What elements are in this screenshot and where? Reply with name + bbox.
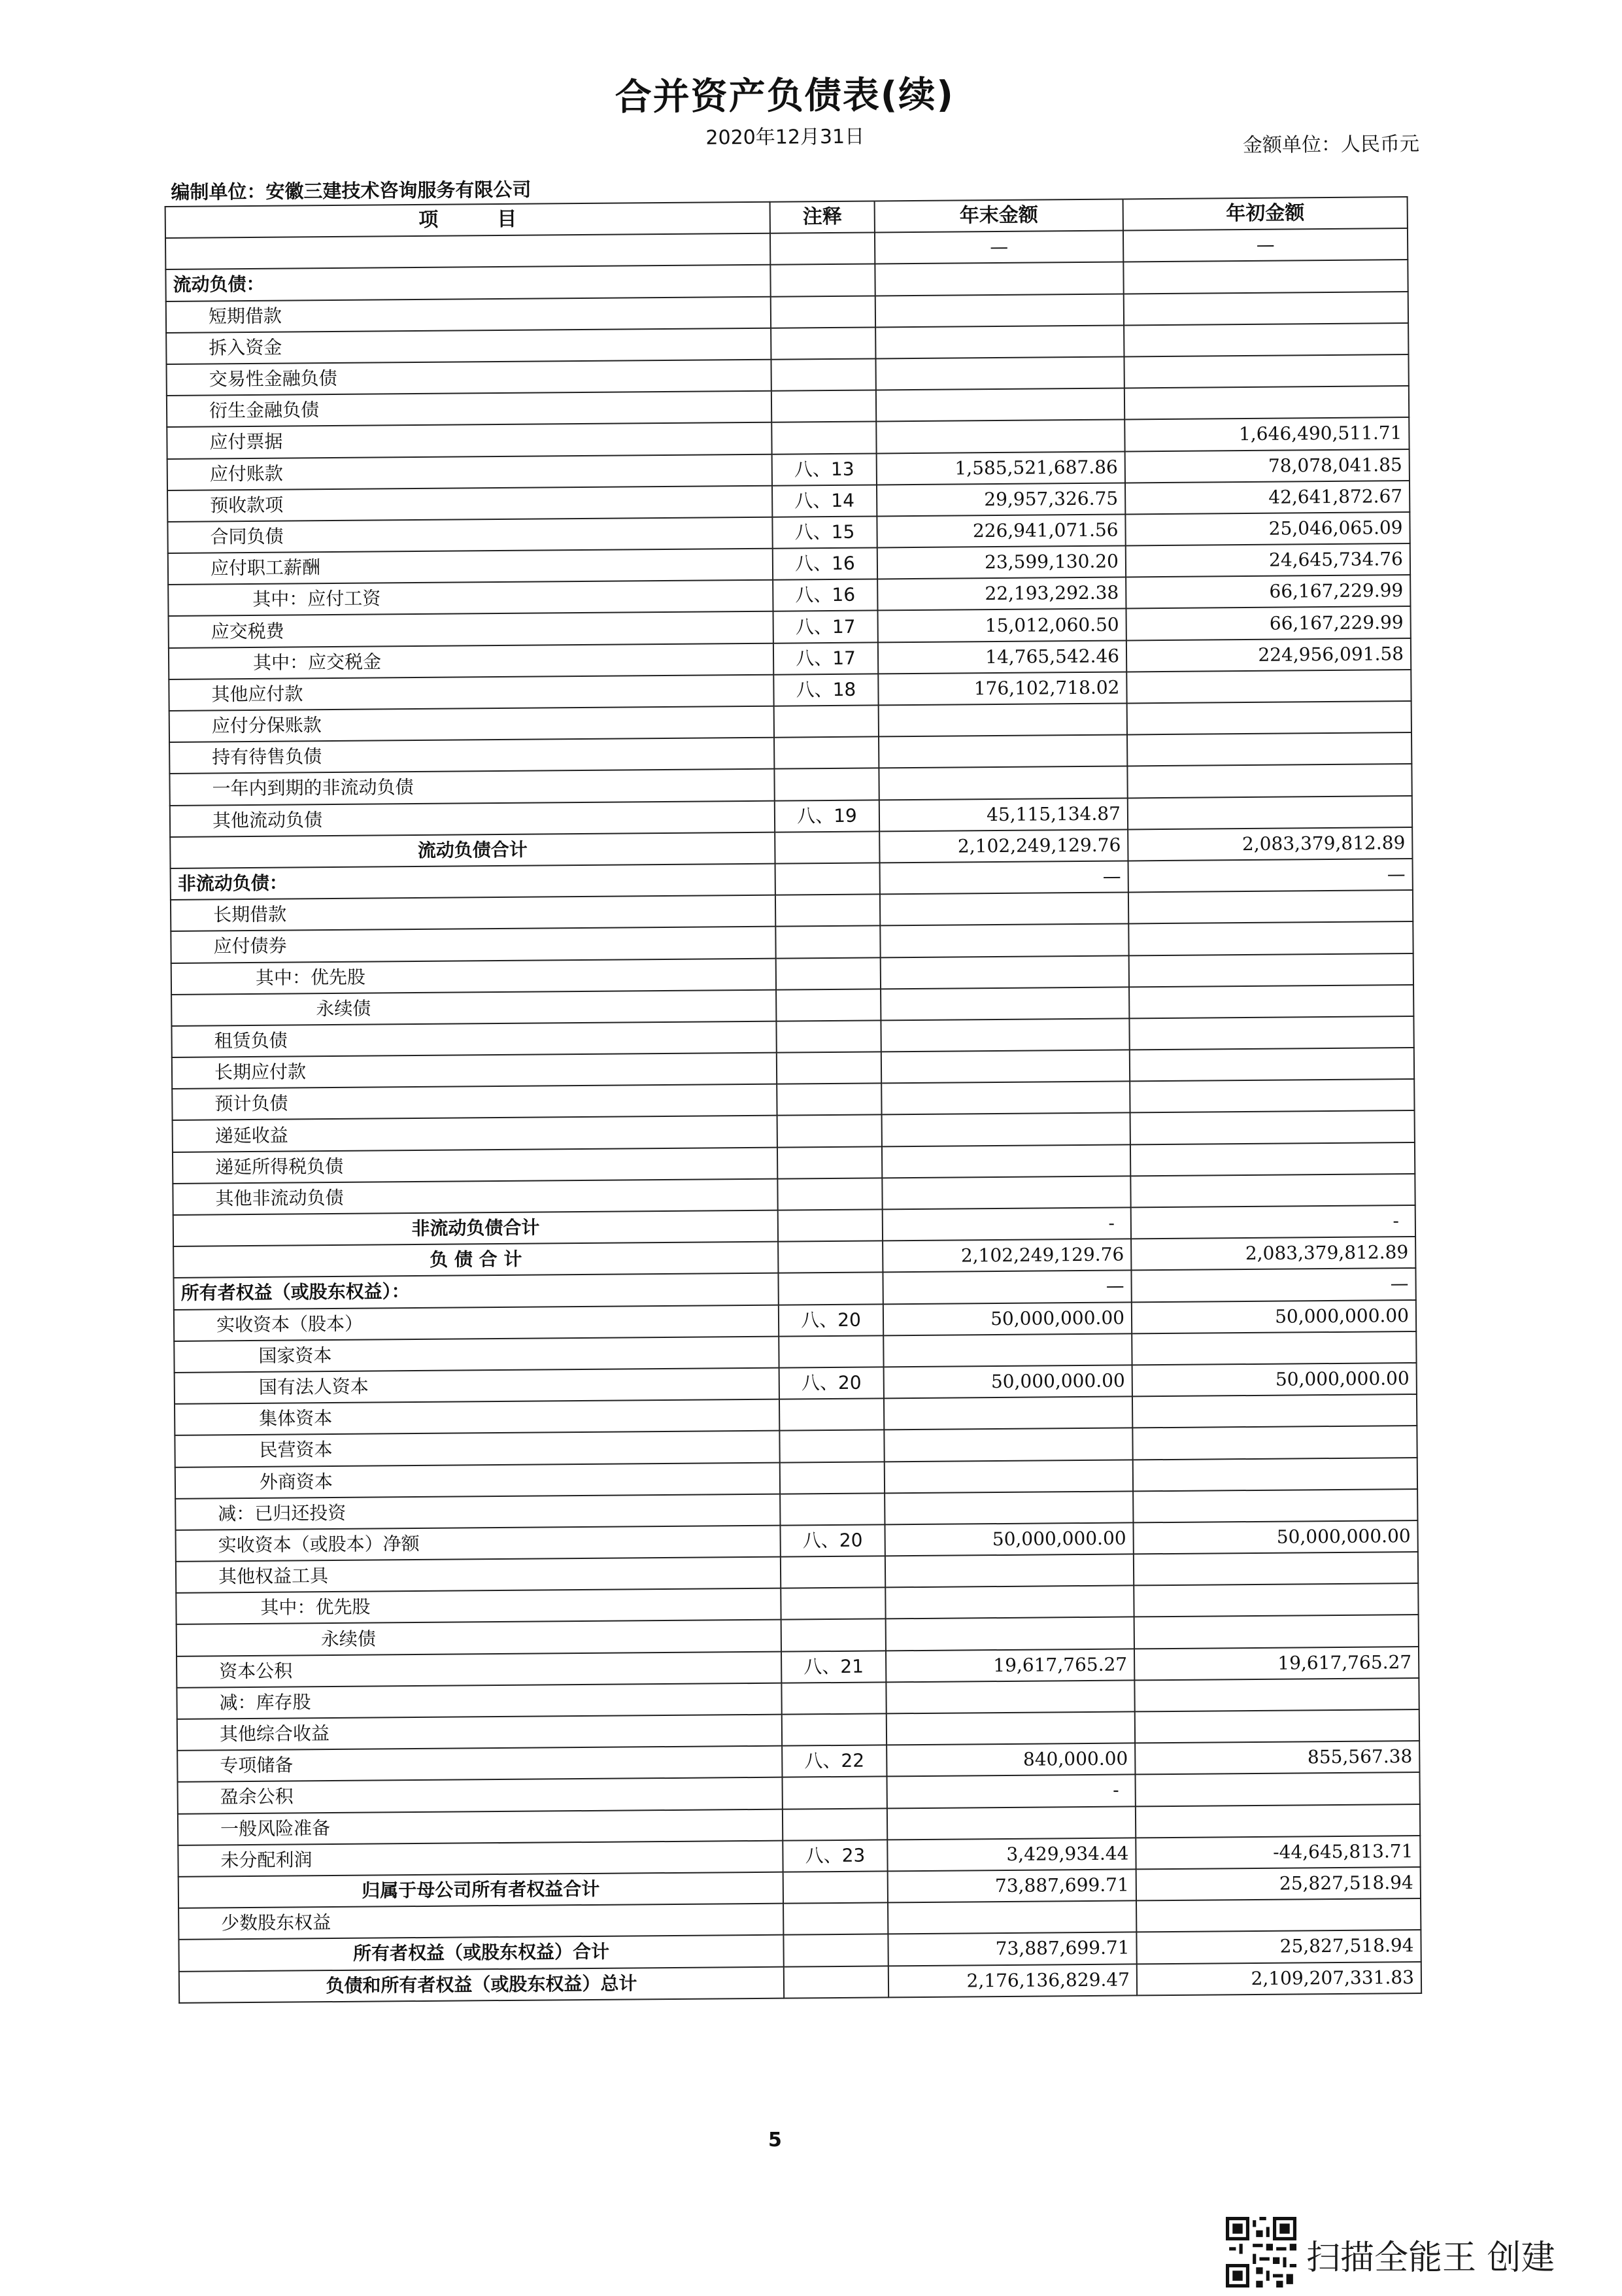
page-title: 合并资产负债表(续)	[615, 73, 955, 119]
row-label: 其中：优先股	[171, 958, 776, 994]
row-end-amount	[885, 1586, 1134, 1619]
row-end-amount	[879, 735, 1127, 768]
row-end-amount	[884, 1428, 1132, 1462]
row-end-amount: 50,000,000.00	[883, 1302, 1132, 1335]
row-label: 其中：应交税金	[169, 643, 773, 679]
row-note	[779, 1335, 883, 1367]
row-note	[783, 1934, 888, 1966]
column-header-note: 注释	[770, 201, 875, 233]
row-begin-amount	[1130, 1079, 1414, 1113]
row-end-amount	[885, 1460, 1133, 1493]
row-note	[778, 1273, 883, 1305]
row-begin-amount: 2,083,379,812.89	[1128, 827, 1412, 861]
row-label: 实收资本（或股本）净额	[176, 1526, 781, 1562]
row-note	[775, 895, 880, 927]
row-label: 专项储备	[177, 1746, 782, 1782]
row-note	[784, 1966, 888, 1998]
row-note	[783, 1871, 888, 1903]
row-end-amount	[883, 1333, 1132, 1367]
row-label: 其他权益工具	[176, 1557, 781, 1593]
row-begin-amount: 24,645,734.76	[1126, 543, 1410, 577]
row-end-amount	[887, 1806, 1136, 1840]
row-begin-amount	[1128, 890, 1413, 924]
row-note: 八、15	[772, 516, 877, 548]
row-label: 其他流动负债	[170, 800, 775, 836]
row-end-amount: 226,941,071.56	[877, 514, 1125, 547]
row-begin-amount	[1124, 292, 1408, 326]
row-begin-amount: 50,000,000.00	[1132, 1363, 1417, 1397]
row-label: 所有者权益（或股东权益）合计	[178, 1935, 783, 1971]
row-note	[777, 1146, 882, 1178]
row-note: 八、17	[773, 611, 878, 643]
row-begin-amount: -44,645,813.71	[1136, 1836, 1420, 1870]
row-end-amount: 29,957,326.75	[877, 483, 1125, 516]
row-end-amount	[876, 420, 1124, 453]
row-end-amount: 840,000.00	[887, 1743, 1135, 1777]
row-begin-amount	[1124, 386, 1409, 420]
scanner-watermark: 扫描全能王 创建	[1306, 2238, 1555, 2278]
row-end-amount: 50,000,000.00	[884, 1365, 1132, 1398]
row-note	[771, 327, 875, 359]
row-end-amount	[882, 1113, 1130, 1146]
row-end-amount: 23,599,130.20	[877, 546, 1126, 579]
row-note	[771, 358, 875, 390]
row-begin-amount	[1133, 1458, 1417, 1492]
row-begin-amount	[1132, 1394, 1417, 1428]
row-note: 八、17	[773, 642, 878, 674]
row-label: 国有法人资本	[175, 1368, 779, 1404]
row-begin-amount	[1134, 1583, 1418, 1617]
row-note	[774, 737, 879, 769]
currency-unit: 金额单位：人民币元	[1242, 132, 1420, 158]
row-note: 八、20	[779, 1367, 884, 1399]
row-note: 八、23	[783, 1840, 887, 1872]
row-end-amount	[879, 766, 1127, 800]
row-begin-amount	[1135, 1709, 1419, 1743]
row-note: 八、20	[779, 1304, 883, 1336]
row-end-amount: 2,102,249,129.76	[879, 829, 1128, 863]
row-label: 所有者权益（或股东权益）：	[173, 1273, 778, 1309]
row-begin-amount	[1127, 732, 1411, 766]
balance-sheet-page	[163, 62, 1421, 2099]
row-end-amount	[875, 356, 1124, 390]
row-note	[776, 1020, 881, 1052]
row-note: 八、14	[772, 485, 877, 517]
row-label: 实收资本（股本）	[174, 1305, 779, 1341]
row-begin-amount: 25,046,065.09	[1125, 512, 1410, 546]
row-note	[782, 1713, 887, 1745]
row-begin-amount: -	[1131, 1205, 1415, 1239]
row-label: 持有待售负债	[169, 738, 774, 774]
row-note	[777, 1052, 881, 1084]
row-end-amount	[885, 1491, 1133, 1524]
qr-code-icon	[1226, 2217, 1296, 2287]
row-end-amount: 2,176,136,829.47	[888, 1964, 1137, 1997]
row-note: 八、13	[772, 453, 877, 485]
row-begin-amount	[1130, 1174, 1415, 1208]
column-header-item: 项 目	[165, 202, 770, 238]
row-end-amount	[881, 1018, 1129, 1052]
row-note	[770, 264, 875, 296]
row-end-amount	[886, 1680, 1134, 1713]
row-begin-amount: 19,617,765.27	[1134, 1647, 1419, 1681]
row-label: 递延收益	[173, 1116, 777, 1152]
row-label: 租赁负债	[171, 1021, 776, 1057]
row-label: 负 债 合 计	[173, 1242, 778, 1278]
row-begin-amount	[1136, 1804, 1420, 1838]
row-end-amount	[875, 294, 1124, 327]
table-body	[165, 260, 1421, 2002]
row-begin-amount: 78,078,041.85	[1125, 449, 1410, 483]
row-end-amount: 2,102,249,129.76	[883, 1239, 1131, 1273]
row-note	[783, 1808, 887, 1840]
row-end-amount: -	[883, 1207, 1131, 1241]
row-label: 长期借款	[171, 895, 775, 931]
row-begin-amount: 2,109,207,331.83	[1137, 1961, 1421, 1995]
report-date: 2020年12月31日	[705, 125, 865, 150]
row-begin-amount: 2,083,379,812.89	[1131, 1237, 1415, 1271]
row-begin-amount	[1128, 796, 1412, 830]
column-header-end: 年末金额	[875, 199, 1123, 232]
row-begin-amount	[1134, 1615, 1419, 1649]
row-end-amount	[876, 388, 1124, 422]
row-label: 拆入资金	[166, 328, 771, 364]
row-end-amount	[882, 1176, 1130, 1209]
row-note	[775, 863, 880, 895]
row-begin-amount	[1130, 1110, 1415, 1144]
row-begin-amount	[1127, 764, 1411, 798]
row-note	[780, 1462, 885, 1494]
row-label: 未分配利润	[178, 1840, 783, 1876]
row-note	[778, 1209, 883, 1241]
row-note: 八、21	[781, 1651, 886, 1683]
row-end-amount	[884, 1397, 1132, 1430]
row-label: 衍生金融负债	[167, 391, 771, 427]
header-sub-end: —	[875, 231, 1123, 264]
row-end-amount: 14,765,542.46	[878, 640, 1126, 674]
row-end-amount: 1,585,521,687.86	[877, 451, 1125, 485]
row-end-amount	[881, 955, 1129, 989]
row-begin-amount	[1128, 921, 1413, 955]
row-end-amount	[880, 924, 1128, 957]
row-begin-amount	[1126, 670, 1411, 704]
row-end-amount: 19,617,765.27	[886, 1649, 1134, 1682]
row-note	[777, 1178, 882, 1210]
row-label: 应付职工薪酬	[168, 549, 773, 585]
row-label: 递延所得税负债	[173, 1147, 777, 1183]
row-end-amount: 176,102,718.02	[878, 672, 1126, 705]
row-label: 其他综合收益	[177, 1715, 782, 1751]
row-end-amount	[875, 262, 1123, 296]
row-label: 负债和所有者权益（或股东权益）总计	[179, 1966, 784, 2002]
row-note	[771, 296, 875, 328]
row-label: 其他应付款	[169, 675, 773, 711]
row-label: 交易性金融负债	[167, 360, 771, 396]
row-note	[775, 926, 880, 958]
header-sub-item	[165, 233, 770, 269]
row-label: 盈余公积	[178, 1777, 783, 1813]
row-end-amount: -	[887, 1775, 1136, 1808]
row-begin-amount	[1129, 953, 1413, 987]
row-begin-amount	[1136, 1898, 1421, 1932]
row-begin-amount	[1123, 260, 1408, 294]
row-note	[779, 1430, 884, 1462]
row-end-amount	[888, 1901, 1136, 1934]
row-label: 外商资本	[175, 1462, 780, 1498]
row-label: 应交税费	[169, 611, 773, 647]
row-end-amount: 22,193,292.38	[877, 577, 1126, 611]
column-header-begin: 年初金额	[1123, 197, 1408, 231]
row-note	[783, 1903, 888, 1935]
row-end-amount	[875, 325, 1124, 358]
row-label: 减：已归还投资	[175, 1494, 780, 1530]
header-sub-begin: —	[1123, 228, 1408, 262]
row-begin-amount	[1132, 1426, 1417, 1460]
row-note	[778, 1241, 883, 1273]
row-label: 归属于母公司所有者权益合计	[178, 1872, 783, 1908]
row-begin-amount: 66,167,229.99	[1126, 575, 1410, 609]
row-label: 永续债	[171, 989, 776, 1025]
row-end-amount	[881, 1082, 1130, 1115]
row-label: 一般风险准备	[178, 1809, 783, 1845]
row-begin-amount	[1132, 1331, 1416, 1365]
row-end-amount	[881, 1050, 1130, 1084]
row-label: 合同负债	[167, 517, 772, 553]
row-begin-amount	[1134, 1552, 1418, 1586]
row-note	[774, 705, 879, 737]
row-begin-amount	[1130, 1048, 1414, 1082]
row-note	[775, 831, 879, 863]
row-begin-amount: 1,646,490,511.71	[1124, 417, 1409, 451]
balance-sheet-table	[165, 196, 1423, 2004]
row-label: 流动负债合计	[170, 832, 775, 868]
row-note	[771, 422, 876, 454]
row-end-amount: —	[883, 1271, 1131, 1304]
row-end-amount	[887, 1711, 1135, 1745]
row-end-amount: 50,000,000.00	[885, 1522, 1133, 1556]
row-begin-amount	[1129, 985, 1413, 1019]
row-note	[777, 1084, 881, 1116]
row-note	[776, 957, 881, 989]
row-begin-amount	[1134, 1678, 1419, 1712]
row-label: 永续债	[177, 1620, 781, 1656]
row-label: 非流动负债合计	[173, 1210, 778, 1246]
row-label: 少数股东权益	[178, 1904, 783, 1940]
page-number: 5	[768, 2129, 782, 2151]
row-begin-amount	[1124, 354, 1408, 388]
row-begin-amount: 50,000,000.00	[1133, 1520, 1417, 1554]
row-label: 应付票据	[167, 422, 771, 458]
row-note	[774, 768, 879, 800]
row-begin-amount	[1133, 1489, 1417, 1523]
row-label: 一年内到期的非流动负债	[169, 769, 774, 805]
row-label: 流动负债：	[165, 265, 770, 301]
row-end-amount: 73,887,699.71	[888, 1932, 1136, 1966]
row-end-amount: 3,429,934.44	[887, 1838, 1136, 1871]
row-end-amount	[882, 1144, 1130, 1178]
row-note	[783, 1777, 887, 1809]
row-begin-amount: 855,567.38	[1135, 1741, 1419, 1775]
row-note	[771, 390, 876, 422]
row-label: 资本公积	[177, 1651, 781, 1687]
row-label: 短期借款	[166, 296, 771, 332]
row-note: 八、20	[780, 1524, 885, 1556]
row-end-amount	[879, 703, 1127, 736]
row-label: 其中：应付工资	[168, 580, 773, 616]
row-label: 预收款项	[167, 485, 772, 521]
row-begin-amount	[1130, 1142, 1415, 1176]
row-note	[780, 1493, 885, 1525]
header-sub-note	[770, 233, 875, 265]
row-note	[777, 1115, 882, 1147]
row-end-amount	[886, 1617, 1134, 1651]
row-end-amount: 73,887,699.71	[888, 1869, 1136, 1902]
row-begin-amount: 224,956,091.58	[1126, 638, 1411, 672]
row-begin-amount: 66,167,229.99	[1126, 606, 1410, 640]
row-begin-amount: —	[1128, 859, 1413, 893]
row-label: 民营资本	[175, 1431, 779, 1467]
row-label: 应付账款	[167, 454, 772, 490]
row-note	[781, 1619, 886, 1651]
row-begin-amount	[1129, 1016, 1413, 1050]
row-end-amount: 15,012,060.50	[878, 609, 1126, 642]
row-label: 预计负债	[172, 1084, 777, 1120]
row-label: 国家资本	[174, 1336, 779, 1372]
row-begin-amount	[1127, 701, 1411, 735]
row-begin-amount: —	[1131, 1268, 1415, 1302]
row-label: 应付债券	[171, 927, 775, 963]
row-note	[779, 1399, 884, 1431]
row-begin-amount: 42,641,872.67	[1125, 481, 1410, 515]
row-end-amount	[885, 1554, 1134, 1587]
row-label: 其他非流动负债	[173, 1178, 777, 1214]
row-note: 八、19	[775, 800, 879, 832]
row-label: 减：库存股	[177, 1683, 781, 1719]
row-label: 应付分保账款	[169, 706, 774, 742]
row-note	[776, 989, 881, 1021]
row-label: 非流动负债：	[171, 864, 775, 900]
preparer-org: 编制单位：安徽三建技术咨询服务有限公司	[171, 178, 532, 203]
row-end-amount: 45,115,134.87	[879, 798, 1128, 831]
row-begin-amount	[1124, 323, 1408, 357]
row-note: 八、16	[773, 579, 877, 611]
row-end-amount	[881, 987, 1129, 1020]
row-label: 其中：优先股	[176, 1588, 781, 1624]
row-end-amount	[880, 893, 1128, 926]
row-note: 八、16	[773, 548, 877, 580]
row-note	[781, 1588, 885, 1620]
row-note: 八、22	[782, 1745, 887, 1777]
row-note	[781, 1682, 886, 1714]
row-begin-amount: 50,000,000.00	[1132, 1300, 1416, 1334]
row-note	[781, 1556, 885, 1588]
row-begin-amount: 25,827,518.94	[1136, 1867, 1421, 1901]
row-note: 八、18	[773, 674, 878, 706]
row-label: 集体资本	[175, 1399, 779, 1435]
row-label: 长期应付款	[172, 1053, 777, 1089]
row-end-amount: —	[880, 861, 1128, 894]
row-begin-amount	[1135, 1772, 1419, 1806]
row-begin-amount: 25,827,518.94	[1136, 1930, 1421, 1964]
